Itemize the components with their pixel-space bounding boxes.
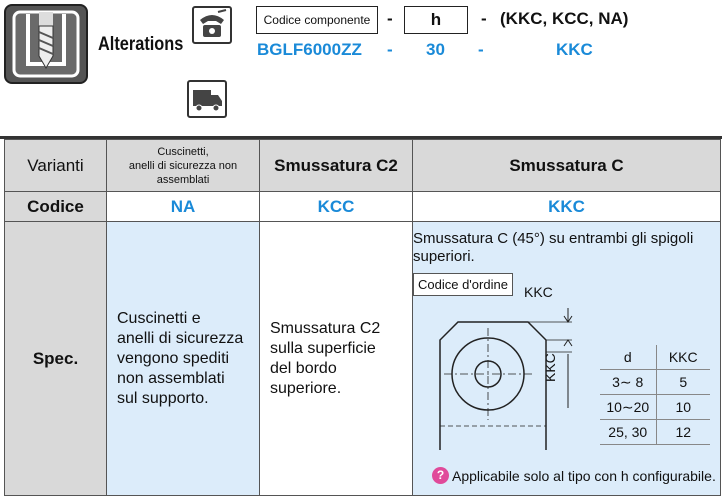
- table-row: [5, 192, 721, 222]
- phone-icon: [192, 6, 232, 44]
- row-label-spec: Spec.: [5, 222, 107, 496]
- part-code-label-box: Codice componente: [256, 6, 378, 34]
- table-row: 10∼20 10: [600, 395, 710, 420]
- example-alteration-code: KKC: [556, 40, 593, 59]
- kkc-description: Smussatura C (45°) su entrambi gli spigoli superiori.: [413, 230, 694, 265]
- kkc-dimension-label: KKC: [524, 284, 553, 300]
- code-na: NA: [107, 192, 260, 222]
- h-parameter-box: h: [404, 6, 468, 34]
- row-label-variants: Varianti: [5, 140, 107, 192]
- truck-icon: [187, 80, 227, 118]
- table-row: [600, 345, 710, 370]
- size-header-kkc: KKC: [656, 345, 710, 370]
- size-header-d: d: [600, 345, 656, 370]
- spec-na: Cuscinetti e anelli di sicurezza vengono spediti non assemblati sul supporto.: [107, 222, 260, 496]
- alteration-codes: (KKC, KCC, NA): [500, 9, 629, 28]
- kkc-size-table: [600, 345, 710, 445]
- spec-kcc: Smussatura C2 sulla superficie del bordo superiore.: [260, 222, 413, 496]
- table-row: 25, 30 12: [600, 420, 710, 445]
- table-row: [5, 140, 721, 192]
- order-code-label: Codice d'ordine: [413, 273, 513, 296]
- variant-header-kcc: Smussatura C2: [260, 140, 413, 192]
- dash-separator: -: [481, 9, 487, 28]
- kkc-dimension-side-label: KKC: [542, 353, 558, 382]
- variant-header-na: Cuscinetti, anelli di sicurezza non assemblati: [107, 140, 260, 192]
- table-row: 3∼ 8 5: [600, 370, 710, 395]
- code-kkc: KKC: [413, 192, 721, 222]
- dash-separator: -: [387, 9, 393, 28]
- code-kcc: KCC: [260, 192, 413, 222]
- info-icon: ?: [432, 467, 449, 484]
- chamfer-drawing: [430, 300, 580, 460]
- alterations-label: Alterations: [98, 34, 184, 55]
- dash-separator: -: [478, 40, 484, 59]
- example-part-number: BGLF6000ZZ: [257, 40, 362, 59]
- example-h-value: 30: [426, 40, 445, 59]
- variant-header-kkc: Smussatura C: [413, 140, 721, 192]
- applicability-note: ? Applicabile solo al tipo con h configurabile.: [432, 467, 716, 484]
- dash-separator: -: [387, 40, 393, 59]
- drill-icon: [4, 4, 88, 84]
- row-label-code: Codice: [5, 192, 107, 222]
